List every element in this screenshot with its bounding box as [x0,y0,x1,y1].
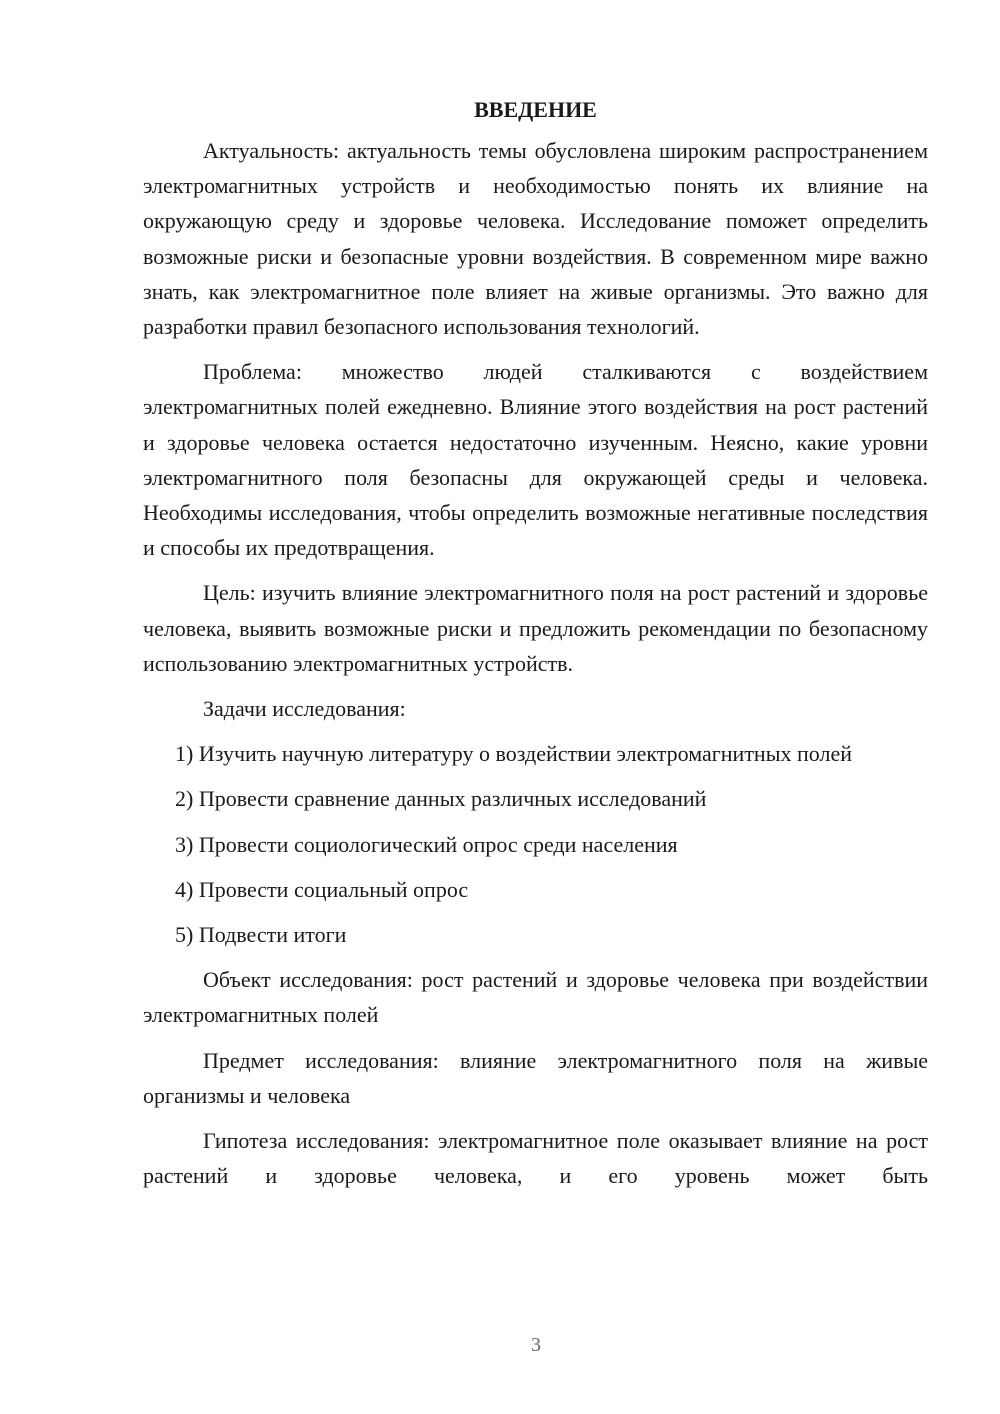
relevance-paragraph: Актуальность: актуальность темы обусловлена широким распространением электромагнитных устройств и необходимостью понять их влияние на окружающую среду и здоровье человека. Исследование поможет определить возможные риски и безопасные уровни воздействия. В современном мире важно знать, как электромагнитное поле влияет на живые организмы. Это важно для разработки правил безопасного использования технологий. [143,138,928,340]
problem-paragraph: Проблема: множество людей сталкиваются с воздействием электромагнитных полей ежедневно. Влияние этого воздействия на рост растений и здоровье человека остается недостаточно изученным. Неясно, какие уровни электромагнитного поля безопасны для окружающей среды и человека. Необходимы исследования, чтобы определить возможные негативные последствия и способы их предотвращения. [143,359,928,561]
task-item-3: 3) Провести социологический опрос среди населения [175,831,678,857]
page-number: 3 [531,1334,541,1356]
section-heading: ВВЕДЕНИЕ [474,97,597,122]
task-item-5: 5) Подвести итоги [175,922,347,948]
hypothesis-paragraph: Гипотеза исследования: электромагнитное поле оказывает влияние на рост растений и здоровье человека, и его уровень может быть [143,1128,928,1189]
page-content [143,92,928,1193]
subject-paragraph: Предмет исследования: влияние электромагнитного поля на живые организмы и человека [143,1047,928,1108]
goal-paragraph: Цель: изучить влияние электромагнитного поля на рост растений и здоровье человека, выявить возможные риски и предложить рекомендации по безопасному использованию электромагнитных устройств. [143,580,928,676]
task-item-1: 1) Изучить научную литературу о воздействии электромагнитных полей [175,741,852,767]
tasks-title: Задачи исследования: [203,696,406,722]
task-item-4: 4) Провести социальный опрос [175,876,469,902]
object-paragraph: Объект исследования: рост растений и здоровье человека при воздействии электромагнитных полей [143,967,928,1028]
task-item-2: 2) Провести сравнение данных различных исследований [175,786,707,812]
